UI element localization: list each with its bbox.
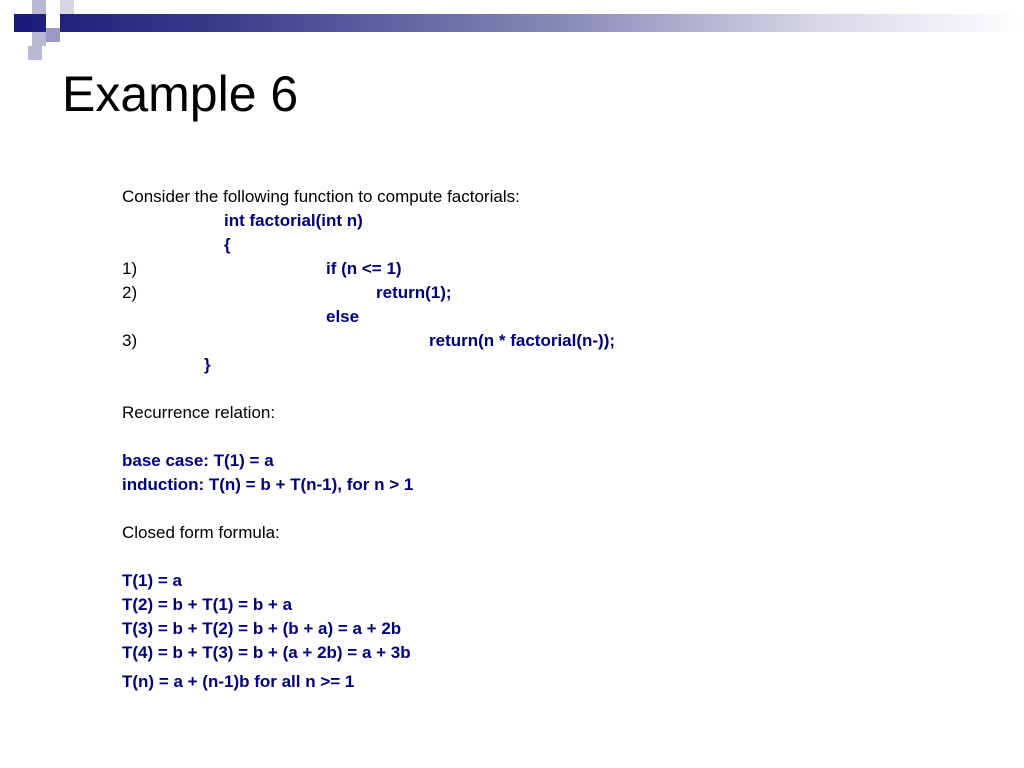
slide-title: Example 6 bbox=[62, 66, 299, 122]
code-line-number: 1) bbox=[122, 259, 138, 278]
decor-square bbox=[32, 32, 46, 46]
decor-square bbox=[60, 0, 74, 14]
decor-square bbox=[28, 46, 42, 60]
step-line: T(1) = a bbox=[122, 571, 182, 590]
code-line-return-one: return(1); bbox=[376, 283, 452, 302]
base-case: base case: T(1) = a bbox=[122, 451, 274, 470]
decor-square bbox=[46, 28, 60, 42]
step-line: T(2) = b + T(1) = b + a bbox=[122, 595, 293, 614]
code-line-number: 3) bbox=[122, 331, 138, 350]
code-signature: int factorial(int n) bbox=[224, 211, 363, 230]
code-close-brace: } bbox=[204, 355, 211, 374]
header-gradient-band bbox=[14, 14, 1024, 32]
decor-square bbox=[46, 14, 60, 28]
decor-square bbox=[32, 0, 46, 14]
general-formula: T(n) = a + (n-1)b for all n >= 1 bbox=[122, 672, 355, 691]
code-line-number: 2) bbox=[122, 283, 138, 302]
intro-text: Consider the following function to compute factorials: bbox=[122, 187, 520, 206]
step-line: T(4) = b + T(3) = b + (a + 2b) = a + 3b bbox=[122, 643, 411, 662]
closed-form-heading: Closed form formula: bbox=[122, 523, 280, 542]
code-line-return-recursive: return(n * factorial(n-)); bbox=[429, 331, 616, 350]
recurrence-heading: Recurrence relation: bbox=[122, 403, 276, 422]
decor-square bbox=[14, 14, 32, 32]
code-line-else: else bbox=[326, 307, 360, 326]
code-line-if: if (n <= 1) bbox=[326, 259, 402, 278]
induction: induction: T(n) = b + T(n-1), for n > 1 bbox=[122, 475, 414, 494]
code-open-brace: { bbox=[224, 235, 231, 254]
step-line: T(3) = b + T(2) = b + (b + a) = a + 2b bbox=[122, 619, 402, 638]
